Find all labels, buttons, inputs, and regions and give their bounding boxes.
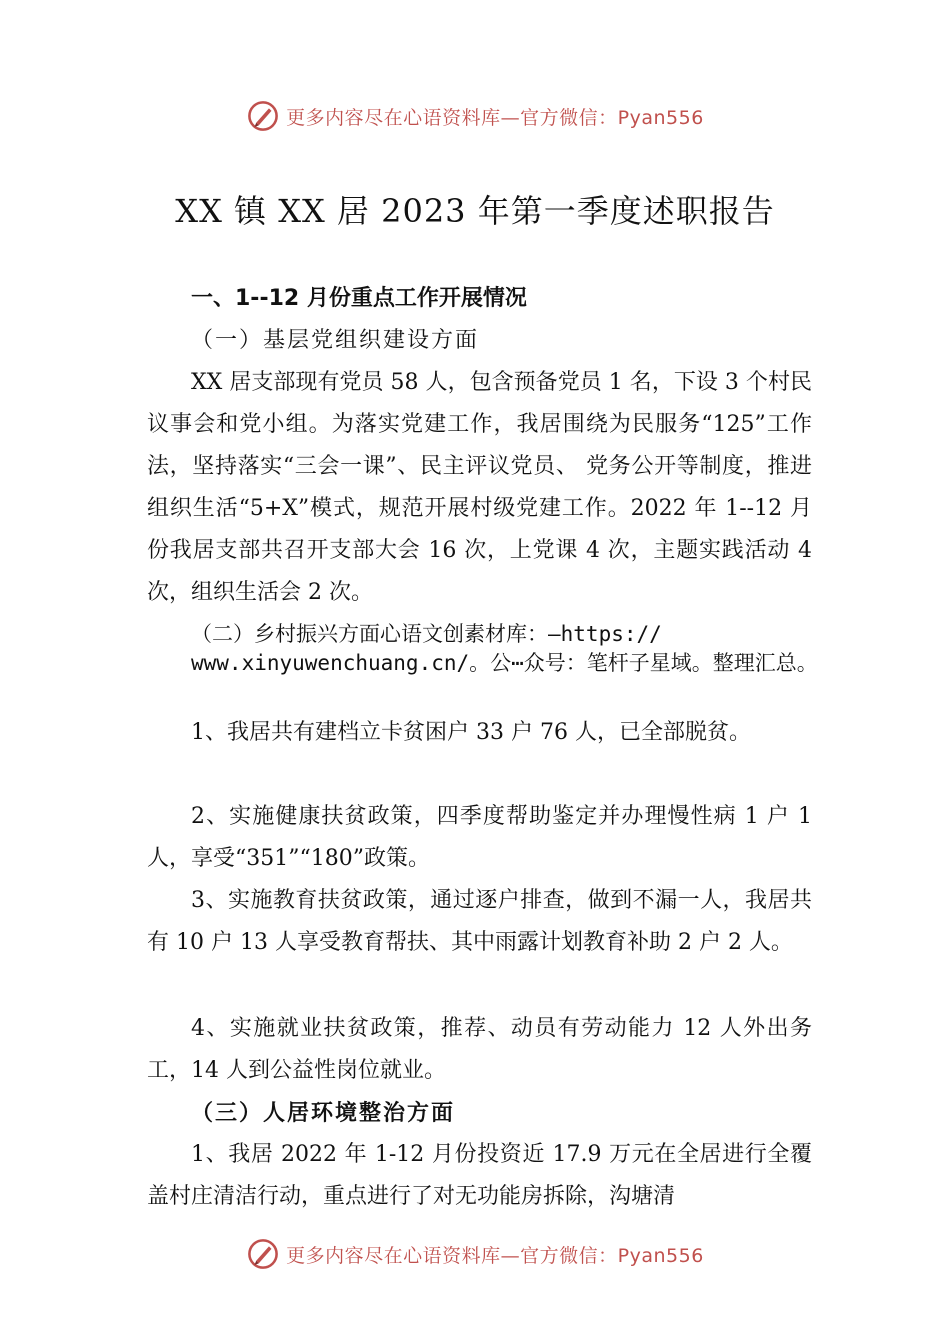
watermark-text: 更多内容尽在心语资料库—官方微信：Pyan556 [286, 1244, 704, 1267]
paragraph-item-3: 3、实施教育扶贫政策，通过逐户排查，做到不漏一人，我居共有 10 户 13 人享受教育帮扶、其中雨露计划教育补助 2 户 2 人。 [147, 888, 812, 955]
footer-watermark [0, 1234, 950, 1274]
section-heading-1: 一、1--12 月份重点工作开展情况 [191, 286, 527, 311]
subsection-heading-2: （二）乡村振兴方面心语文创素材库：—https:// www.xinyuwenchuang.cn/。公⋯众号：笔杆子星域。整理汇总。 [191, 622, 818, 675]
header-watermark [0, 96, 950, 136]
subsection-heading-3: （三）人居环境整治方面 [191, 1100, 456, 1126]
paragraph-item-1: 1、我居共有建档立卡贫困户 33 户 76 人，已全部脱贫。 [191, 720, 751, 745]
paragraph-item-2: 2、实施健康扶贫政策，四季度帮助鉴定并办理慢性病 1 户 1 人，享受“351”“180”政策。 [147, 804, 812, 871]
pen-logo-icon [246, 1237, 280, 1271]
pen-logo-icon [246, 99, 280, 133]
paragraph-item-4: 4、实施就业扶贫政策，推荐、动员有劳动能力 12 人外出务工，14 人到公益性岗位就业。 [147, 1016, 812, 1083]
paragraph-party-building: XX 居支部现有党员 58 人，包含预备党员 1 名，下设 3 个村民议事会和党小组。为落实党建工作，我居围绕为民服务“125”工作法，坚持落实“三会一课”、民主评议党员、 党务公开等制度，推进组织生活“5+X”模式，规范开展村级党建工作。2022 年 1--12 月份我居支部共召开支部大会 16 次，上党课 4 次，主题实践活动 4 次，组织生活会 2 次。 [147, 370, 812, 605]
paragraph-environment-1: 1、我居 2022 年 1-12 月份投资近 17.9 万元在全居进行全覆盖村庄清洁行动，重点进行了对无功能房拆除，沟塘清 [147, 1142, 812, 1209]
document-title: XX 镇 XX 居 2023 年第一季度述职报告 [175, 192, 775, 230]
subsection-heading-1: （一）基层党组织建设方面 [191, 328, 480, 353]
watermark-text: 更多内容尽在心语资料库—官方微信：Pyan556 [286, 106, 704, 129]
